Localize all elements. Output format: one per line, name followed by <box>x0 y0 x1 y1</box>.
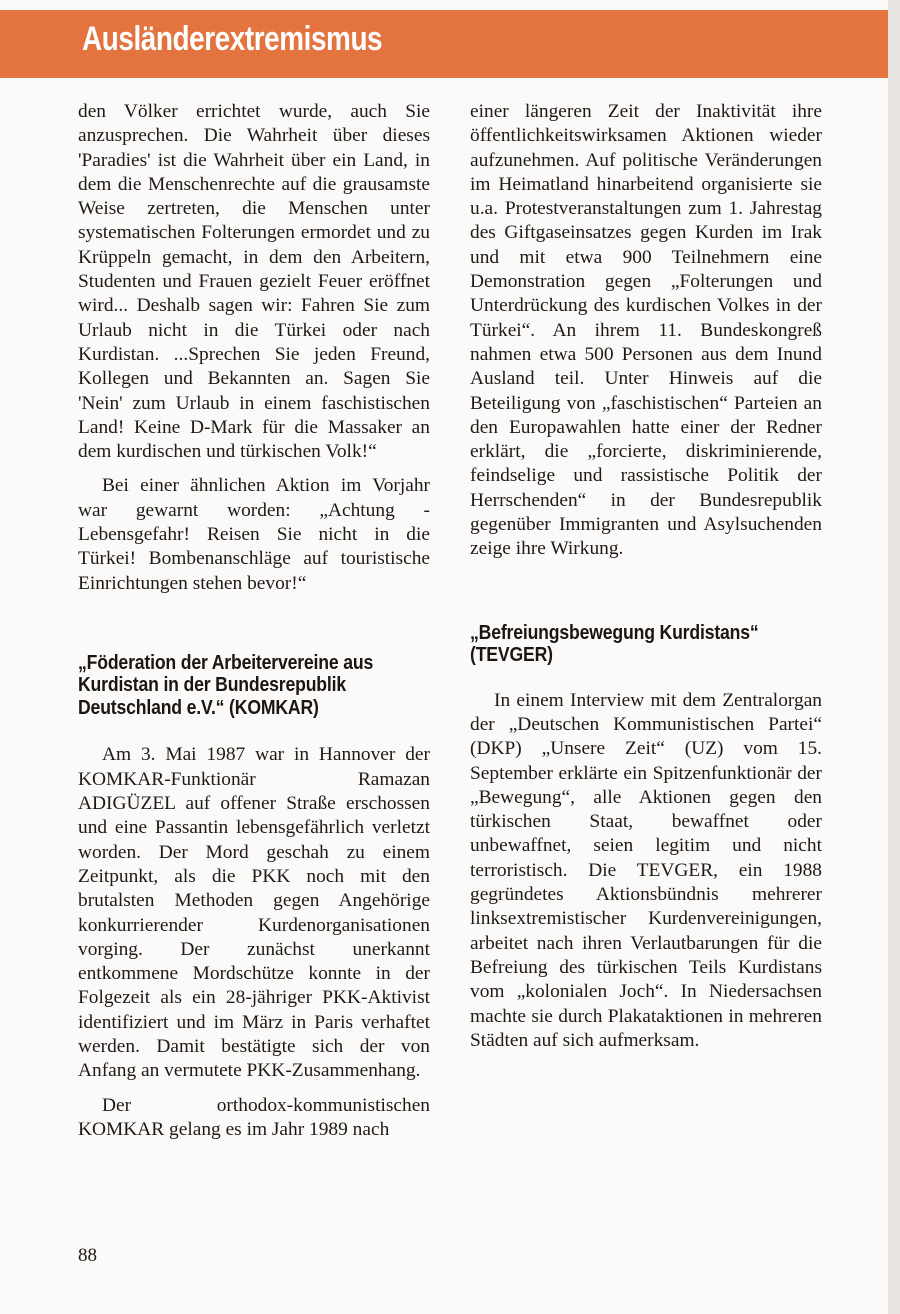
right-paragraph-2: In einem Interview mit dem Zentralorgan der „Deutschen Kommunistischen Partei“ (DKP) „Unsere Zeit“ (UZ) vom 15. September erklärte ein Spitzenfunktionär der „Bewegung“, alle Aktionen gegen den türkischen Staat, bewaffnet oder unbewaffnet, seien legitim und nicht terroristisch. Die TEVGER, ein 1988 gegründetes Aktionsbündnis mehrerer linksextremistischer Kurdenvereinigungen, arbeitet nach ihren Verlautbarungen für die Befreiung des türkischen Teils Kurdistans vom „kolonialen Joch“. In Niedersachsen machte sie durch Plakataktionen in mehreren Städten auf sich aufmerksam. <box>470 689 822 1051</box>
tevger-heading: „Befreiungsbewegung Kurdistans“ (TEVGER) <box>470 620 759 667</box>
left-paragraph-2: Bei einer ähnlichen Aktion im Vorjahr war gewarnt worden: „Achtung - Lebensgefahr! Reisen Sie nicht in die Türkei! Bombenanschläge auf touristische Einrichtungen stehen bevor!“ <box>78 475 430 594</box>
komkar-heading: „Föderation der Arbeitervereine aus Kurdistan in der Bundesrepublik Deutschland e.V.“ (KOMKAR) <box>78 650 374 719</box>
left-column <box>78 100 430 1142</box>
page-edge-shadow <box>888 0 900 1314</box>
left-paragraph-3: Am 3. Mai 1987 war in Hannover der KOMKAR-Funktionär Ramazan ADIGÜZEL auf offener Straße erschossen und eine Passantin lebensgefährlich verletzt worden. Der Mord geschah zu einem Zeitpunkt, als die PKK noch mit den brutalsten Methoden gegen Angehörige konkurrierender Kurdenorganisationen vorging. Der zunächst unerkannt entkommene Mordschütze konnte in der Folgezeit als ein 28-jähriger PKK-Aktivist identifiziert und im März in Paris verhaftet werden. Damit bestätigte sich der von Anfang an vermutete PKK-Zusammenhang. <box>78 744 430 1082</box>
right-column <box>470 100 822 1053</box>
left-paragraph-1: den Völker errichtet wurde, auch Sie anzusprechen. Die Wahrheit über dieses 'Paradies' ist die Wahrheit über ein Land, in dem die Menschenrechte auf die grausamste Weise zertreten, die Menschen unter systematischen Folterungen ermordet und zu Krüppeln gemacht, in dem den Arbeitern, Studenten und Frauen gezielt Feuer eröffnet wird... Deshalb sagen wir: Fahren Sie zum Urlaub nicht in die Türkei oder nach Kurdistan. ...Sprechen Sie jeden Freund, Kollegen und Bekannten an. Sagen Sie 'Nein' zum Urlaub in einem faschistischen Land! Keine D-Mark für die Massaker an dem kurdischen und türkischen Volk!“ <box>78 101 430 463</box>
right-paragraph-1: einer längeren Zeit der Inaktivität ihre öffentlichkeitswirksamen Aktionen wieder aufzunehmen. Auf politische Veränderungen im Heimatland hinarbeitend organisierte sie u.a. Protestveranstaltungen zum 1. Jahrestag des Giftgaseinsatzes gegen Kurden im Irak und mit etwa 900 Teilnehmern eine Demonstration gegen „Folterungen und Unterdrückung des kurdischen Volkes in der Türkei“. An ihrem 11. Bundeskongreß nahmen etwa 500 Personen aus dem Inund Ausland teil. Unter Hinweis auf die Beteiligung von „faschistischen“ Parteien an den Europawahlen hatte einer der Redner erklärt, die „forcierte, diskriminierende, feindselige und rassistische Politik der Herrschenden“ in der Bundesrepublik gegenüber Immigranten und Asylsuchenden zeige ihre Wirkung. <box>470 101 822 560</box>
left-paragraph-4: Der orthodox-kommunistischen KOMKAR gelang es im Jahr 1989 nach <box>78 1094 430 1140</box>
section-title: Ausländerextremismus <box>82 20 383 58</box>
page-number: 88 <box>78 1245 97 1266</box>
